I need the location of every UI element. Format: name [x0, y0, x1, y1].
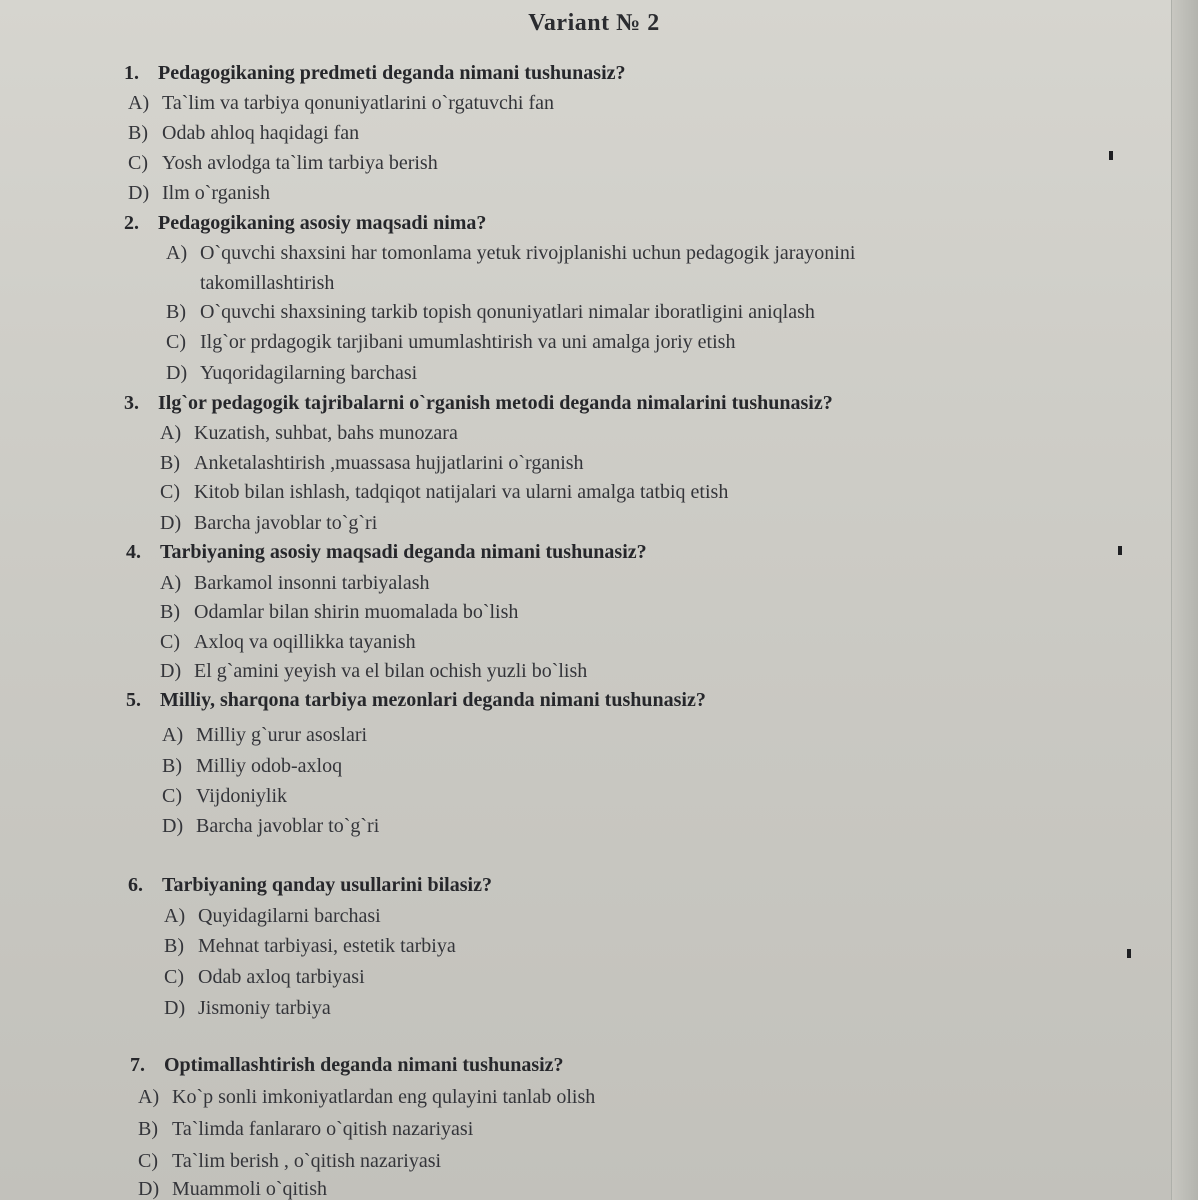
option-4b	[160, 601, 518, 624]
option-text: O`quvchi shaxsining tarkib topish qonuniyatlari nimalar iboratligini aniqlash	[200, 301, 815, 323]
option-2a-continuation	[200, 272, 334, 295]
question-3	[124, 392, 833, 415]
option-letter: B)	[138, 1118, 158, 1140]
option-letter: D)	[162, 815, 184, 837]
margin-mark	[1118, 546, 1122, 555]
option-text: Barcha javoblar to`g`ri	[196, 815, 380, 837]
question-1	[124, 62, 626, 85]
option-letter: A)	[164, 905, 186, 927]
question-text: Optimallashtirish deganda nimani tushunasiz?	[164, 1054, 564, 1076]
option-text: Milliy odob-axloq	[196, 755, 343, 777]
option-text: Ko`p sonli imkoniyatlardan eng qulayini tanlab olish	[172, 1086, 596, 1108]
question-number: 2.	[124, 212, 139, 234]
option-text: takomillashtirish	[200, 272, 335, 294]
option-text: Odamlar bilan shirin muomalada bo`lish	[194, 601, 519, 623]
option-letter: A)	[138, 1086, 160, 1108]
option-6d	[164, 997, 331, 1020]
option-1d	[128, 182, 270, 205]
option-text: Ta`lim berish , o`qitish nazariyasi	[172, 1150, 442, 1172]
question-text: Pedagogikaning asosiy maqsadi nima?	[158, 212, 487, 234]
question-number: 6.	[128, 874, 143, 896]
option-text: Quyidagilarni barchasi	[198, 905, 381, 927]
option-4d	[160, 660, 587, 683]
option-text: Kuzatish, suhbat, bahs munozara	[194, 422, 458, 444]
option-letter: C)	[160, 631, 180, 653]
option-4c	[160, 631, 416, 654]
option-letter: B)	[160, 601, 180, 623]
question-2	[124, 212, 486, 235]
option-letter: D)	[128, 182, 150, 204]
option-letter: D)	[138, 1178, 160, 1200]
option-text: Axloq va oqillikka tayanish	[194, 631, 416, 653]
option-2a	[166, 242, 855, 265]
option-3a	[160, 422, 458, 445]
option-3d	[160, 512, 377, 535]
option-letter: A)	[160, 572, 182, 594]
question-number: 1.	[124, 62, 139, 84]
option-text: Jismoniy tarbiya	[198, 997, 331, 1019]
option-letter: D)	[160, 512, 182, 534]
option-1b	[128, 122, 359, 145]
option-7a	[138, 1086, 595, 1109]
option-letter: A)	[128, 92, 150, 114]
question-number: 3.	[124, 392, 139, 414]
option-letter: B)	[164, 935, 184, 957]
option-7b	[138, 1118, 473, 1141]
option-6b	[164, 935, 456, 958]
option-5a	[162, 724, 367, 747]
option-letter: B)	[166, 301, 186, 323]
option-text: Odab axloq tarbiyasi	[198, 966, 365, 988]
option-text: Barcha javoblar to`g`ri	[194, 512, 378, 534]
question-text: Tarbiyaning qanday usullarini bilasiz?	[162, 874, 492, 896]
option-letter: C)	[164, 966, 184, 988]
option-text: Anketalashtirish ,muassasa hujjatlarini o`rganish	[194, 452, 584, 474]
question-text: Ilg`or pedagogik tajribalarni o`rganish metodi deganda nimalarini tushunasiz?	[158, 392, 833, 414]
option-text: Ilm o`rganish	[162, 182, 270, 204]
option-letter: B)	[128, 122, 148, 144]
option-text: Milliy g`urur asoslari	[196, 724, 368, 746]
option-letter: C)	[128, 152, 148, 174]
option-letter: A)	[160, 422, 182, 444]
option-4a	[160, 572, 430, 595]
option-letter: C)	[138, 1150, 158, 1172]
option-5c	[162, 785, 287, 808]
option-text: O`quvchi shaxsini har tomonlama yetuk rivojplanishi uchun pedagogik jarayonini	[200, 242, 856, 264]
option-6a	[164, 905, 381, 928]
option-2c	[166, 331, 735, 354]
question-6	[128, 874, 492, 897]
question-number: 4.	[126, 541, 141, 563]
option-7c	[138, 1150, 441, 1173]
option-2b	[166, 301, 815, 324]
option-text: El g`amini yeyish va el bilan ochish yuzli bo`lish	[194, 660, 588, 682]
question-4	[126, 541, 647, 564]
option-text: Barkamol insonni tarbiyalash	[194, 572, 430, 594]
option-6c	[164, 966, 365, 989]
question-text: Tarbiyaning asosiy maqsadi deganda nimani tushunasiz?	[160, 541, 647, 563]
option-2d	[166, 362, 417, 385]
option-5d	[162, 815, 379, 838]
page-edge	[1171, 0, 1198, 1200]
option-letter: C)	[166, 331, 186, 353]
question-5	[126, 689, 706, 712]
option-text: Muammoli o`qitish	[172, 1178, 327, 1200]
option-letter: D)	[164, 997, 186, 1019]
option-7d	[138, 1178, 327, 1200]
option-3c	[160, 481, 728, 504]
page-title: Variant № 2	[528, 10, 660, 36]
option-letter: A)	[162, 724, 184, 746]
question-text: Milliy, sharqona tarbiya mezonlari deganda nimani tushunasiz?	[160, 689, 706, 711]
option-text: Ta`lim va tarbiya qonuniyatlarini o`rgatuvchi fan	[162, 92, 554, 114]
option-text: Odab ahloq haqidagi fan	[162, 122, 360, 144]
option-letter: B)	[162, 755, 182, 777]
option-text: Ilg`or prdagogik tarjibani umumlashtirish va uni amalga joriy etish	[200, 331, 736, 353]
option-text: Mehnat tarbiyasi, estetik tarbiya	[198, 935, 456, 957]
option-text: Yuqoridagilarning barchasi	[200, 362, 418, 384]
question-7	[130, 1054, 564, 1077]
option-3b	[160, 452, 584, 475]
question-number: 7.	[130, 1054, 145, 1076]
option-text: Kitob bilan ishlash, tadqiqot natijalari va ularni amalga tatbiq etish	[194, 481, 729, 503]
option-text: Yosh avlodga ta`lim tarbiya berish	[162, 152, 438, 174]
option-letter: D)	[160, 660, 182, 682]
option-letter: C)	[160, 481, 180, 503]
question-number: 5.	[126, 689, 141, 711]
option-text: Vijdoniylik	[196, 785, 288, 807]
option-1c	[128, 152, 438, 175]
option-letter: C)	[162, 785, 182, 807]
option-text: Ta`limda fanlararo o`qitish nazariyasi	[172, 1118, 474, 1140]
option-letter: A)	[166, 242, 188, 264]
option-letter: D)	[166, 362, 188, 384]
option-letter: B)	[160, 452, 180, 474]
margin-mark	[1127, 949, 1131, 958]
margin-mark	[1109, 151, 1113, 160]
option-1a	[128, 92, 554, 115]
question-text: Pedagogikaning predmeti deganda nimani tushunasiz?	[158, 62, 626, 84]
option-5b	[162, 755, 342, 778]
